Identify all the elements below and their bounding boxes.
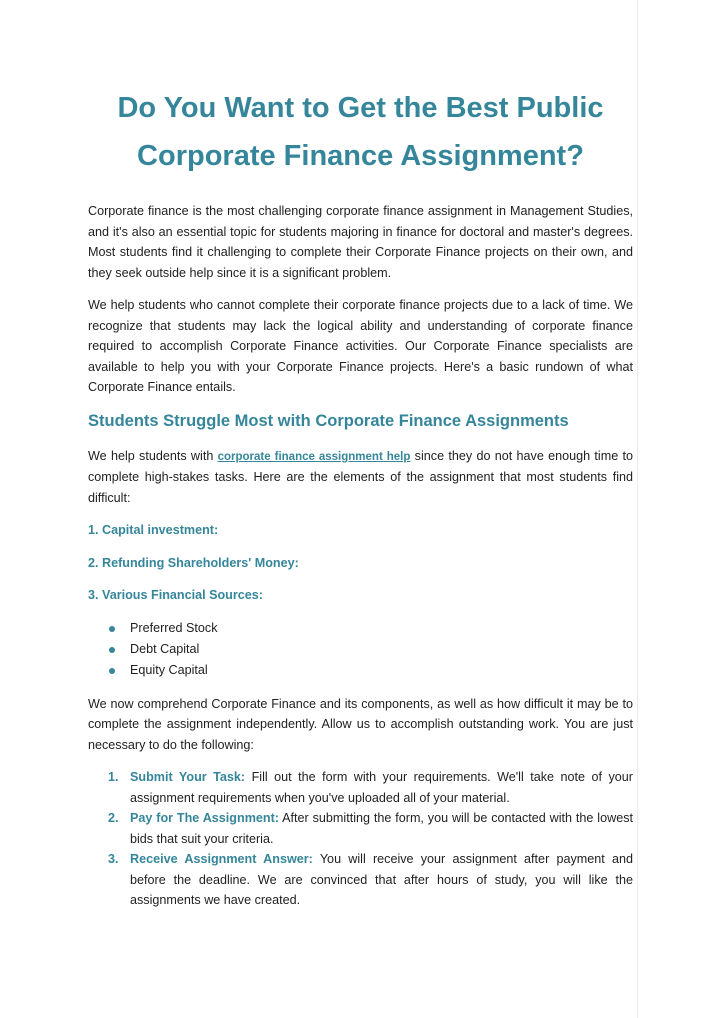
step-number: 1. — [108, 770, 119, 784]
list-item — [130, 660, 633, 681]
step-text: After submitting the form, you will be contacted with the lowest bids that suit your criteria. — [130, 811, 633, 846]
page-edge-line — [637, 0, 638, 1018]
intro-paragraph-2: We help students who cannot complete their corporate finance projects due to a lack of time. We recognize that students may lack the logical ability and understanding of corporate finance required to accomplish Corporate Finance activities. Our Corporate Finance specialists are available to help you with your Corporate Finance projects. Here's a basic rundown of what Corporate Finance entails. — [88, 298, 633, 394]
step-text: Fill out the form with your requirements. We'll take note of your assignment requirements when you've uploaded all of your material. — [130, 770, 633, 805]
subheading-refunding-shareholders: 2. Refunding Shareholders' Money: — [88, 555, 299, 570]
step-title: Receive Assignment Answer: — [130, 852, 313, 866]
step-number: 3. — [108, 852, 119, 866]
step-item — [108, 808, 633, 849]
bullet-icon — [109, 647, 115, 653]
list-item-label: Debt Capital — [130, 641, 200, 656]
list-item-label: Equity Capital — [130, 662, 208, 677]
list-item-label: Preferred Stock — [130, 620, 218, 635]
list-item — [130, 618, 633, 639]
intro-paragraph-1: Corporate finance is the most challenging corporate finance assignment in Management Studies, and it's also an essential topic for students majoring in finance for doctoral and master's degrees. Most students find it challenging to complete their Corporate Finance projects on their own, and they seek outside help since it is a significant problem. — [88, 204, 633, 280]
step-number: 2. — [108, 811, 119, 825]
step-title: Submit Your Task: — [130, 770, 246, 784]
step-item — [108, 767, 633, 808]
subheading-capital-investment: 1. Capital investment: — [88, 523, 219, 537]
corporate-finance-help-link[interactable]: corporate finance assignment help — [217, 450, 411, 463]
document-content — [88, 84, 633, 911]
link-paragraph — [88, 446, 633, 509]
closing-paragraph: We now comprehend Corporate Finance and its components, as well as how difficult it may be to complete the assignment independently. Allow us to accomplish outstanding work. You are just necessary to do the following: — [88, 696, 633, 752]
bullet-icon — [109, 668, 115, 674]
list-item — [130, 639, 633, 660]
step-title: Pay for The Assignment: — [130, 811, 279, 825]
step-item — [108, 849, 633, 911]
link-paragraph-after: since they do not have enough time to complete high-stakes tasks. Here are the elements of the assignment that most students find difficult: — [88, 448, 634, 505]
step-text: You will receive your assignment after payment and before the deadline. We are convinced that after hours of study, you will like the assignments we have created. — [130, 852, 633, 907]
page-title: Do You Want to Get the Best Public Corporate Finance Assignment? — [117, 92, 604, 172]
steps-list — [88, 767, 633, 911]
bullet-icon — [109, 626, 115, 632]
section-heading: Students Struggle Most with Corporate Finance Assignments — [88, 411, 569, 430]
link-paragraph-before: We help students with — [88, 448, 218, 463]
financial-sources-list — [88, 618, 633, 681]
subheading-financial-sources: 3. Various Financial Sources: — [88, 588, 263, 602]
